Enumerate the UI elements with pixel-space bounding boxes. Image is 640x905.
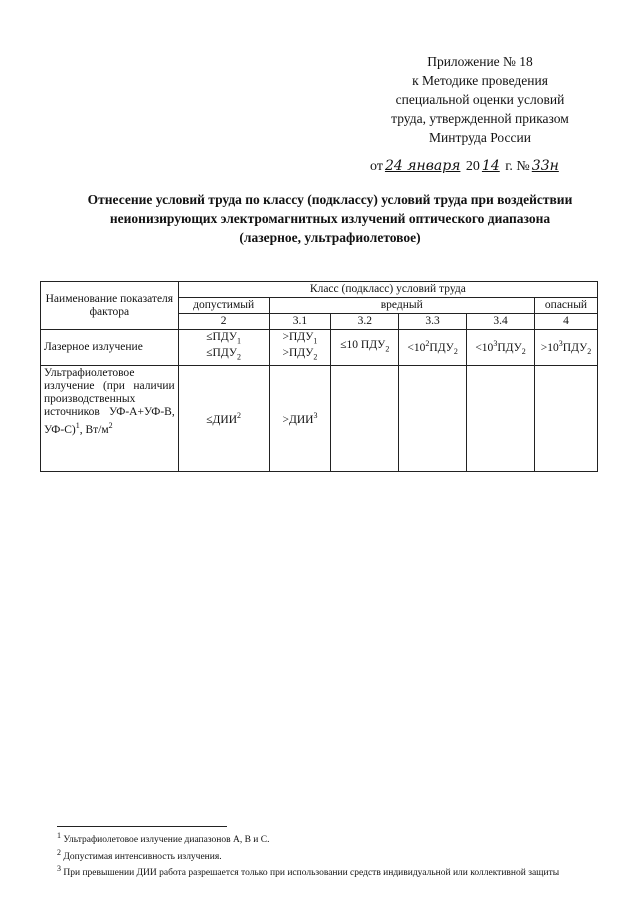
group-dangerous: опасный [535,298,598,314]
footnotes [57,830,597,880]
uv-class-2: $\le ДИИ^2$ [178,365,269,471]
footnote: $^3$ При превышении ДИИ работа разрешается только при использовании средств индивидуальной или коллективной защиты [57,864,560,879]
table-row-laser [41,330,598,366]
uv-class-3-2 [331,365,399,471]
footnote-divider [57,826,227,827]
order-year-prefix: 20 [465,159,480,174]
uv-class-4 [535,365,598,471]
laser-class-3-2: ≤10 $ПДУ_2$ [331,330,399,366]
factor-name-header: Наименование показателя фактора [41,282,179,330]
order-year-unit: г. № [505,159,530,174]
laser-class-3-1: $>ПДУ_1$ $>ПДУ_2$ [269,330,331,366]
group-harmful: вредный [269,298,534,314]
class-code: 3.1 [269,314,331,330]
laser-class-2: $\le ПДУ_1$ $\le ПДУ_2$ [178,330,269,366]
laser-factor-name: Лазерное излучение [41,330,179,366]
uv-factor-name: Ультрафиолетовое излучение (при наличии производственных источников УФ-А+УФ-В, УФ-С)$^1$, $Вт/м^2$ [41,365,179,471]
document-title [40,190,620,247]
appendix-line-1: Приложение № 18 [427,54,533,69]
laser-class-4: $>10^3ПДУ_2$ [535,330,598,366]
order-date-handwritten: 24 января [384,158,461,174]
appendix-line-4: труда, утвержденной приказом [391,111,569,126]
class-code: 4 [535,314,598,330]
class-code: 3.3 [399,314,467,330]
laser-class-3-3: $<10^2ПДУ_2$ [399,330,467,366]
order-year-handwritten: 14 [481,158,500,174]
title-line-3: (лазерное, ультрафиолетовое) [239,230,421,245]
class-code: 2 [178,314,269,330]
uv-class-3-4 [467,365,535,471]
title-line-1: Отнесение условий труда по классу (подклассу) условий труда при воздействии [87,192,573,207]
laser-class-3-4: $<10^3ПДУ_2$ [467,330,535,366]
appendix-line-2: к Методике проведения [412,73,548,88]
appendix-header [360,52,600,147]
title-line-2: неионизирующих электромагнитных излучений оптического диапазона [109,211,551,226]
class-header: Класс (подкласс) условий труда [178,282,597,298]
class-code: 3.2 [331,314,399,330]
order-reference [370,158,561,175]
classification-table [40,281,598,472]
footnote: $^1$ Ультрафиолетовое излучение диапазонов А, В и С. [57,831,270,846]
table-header-row-1 [41,282,598,298]
class-code: 3.4 [467,314,535,330]
table-row-uv [41,365,598,471]
order-prefix: от [370,159,383,174]
group-permissible: допустимый [178,298,269,314]
appendix-line-5: Минтруда России [429,130,531,145]
appendix-line-3: специальной оценки условий [395,92,565,107]
order-number-handwritten: 33н [531,158,559,174]
uv-class-3-1: $>ДИИ^3$ [269,365,331,471]
footnote: $^2$ Допустимая интенсивность излучения. [57,847,222,862]
uv-class-3-3 [399,365,467,471]
